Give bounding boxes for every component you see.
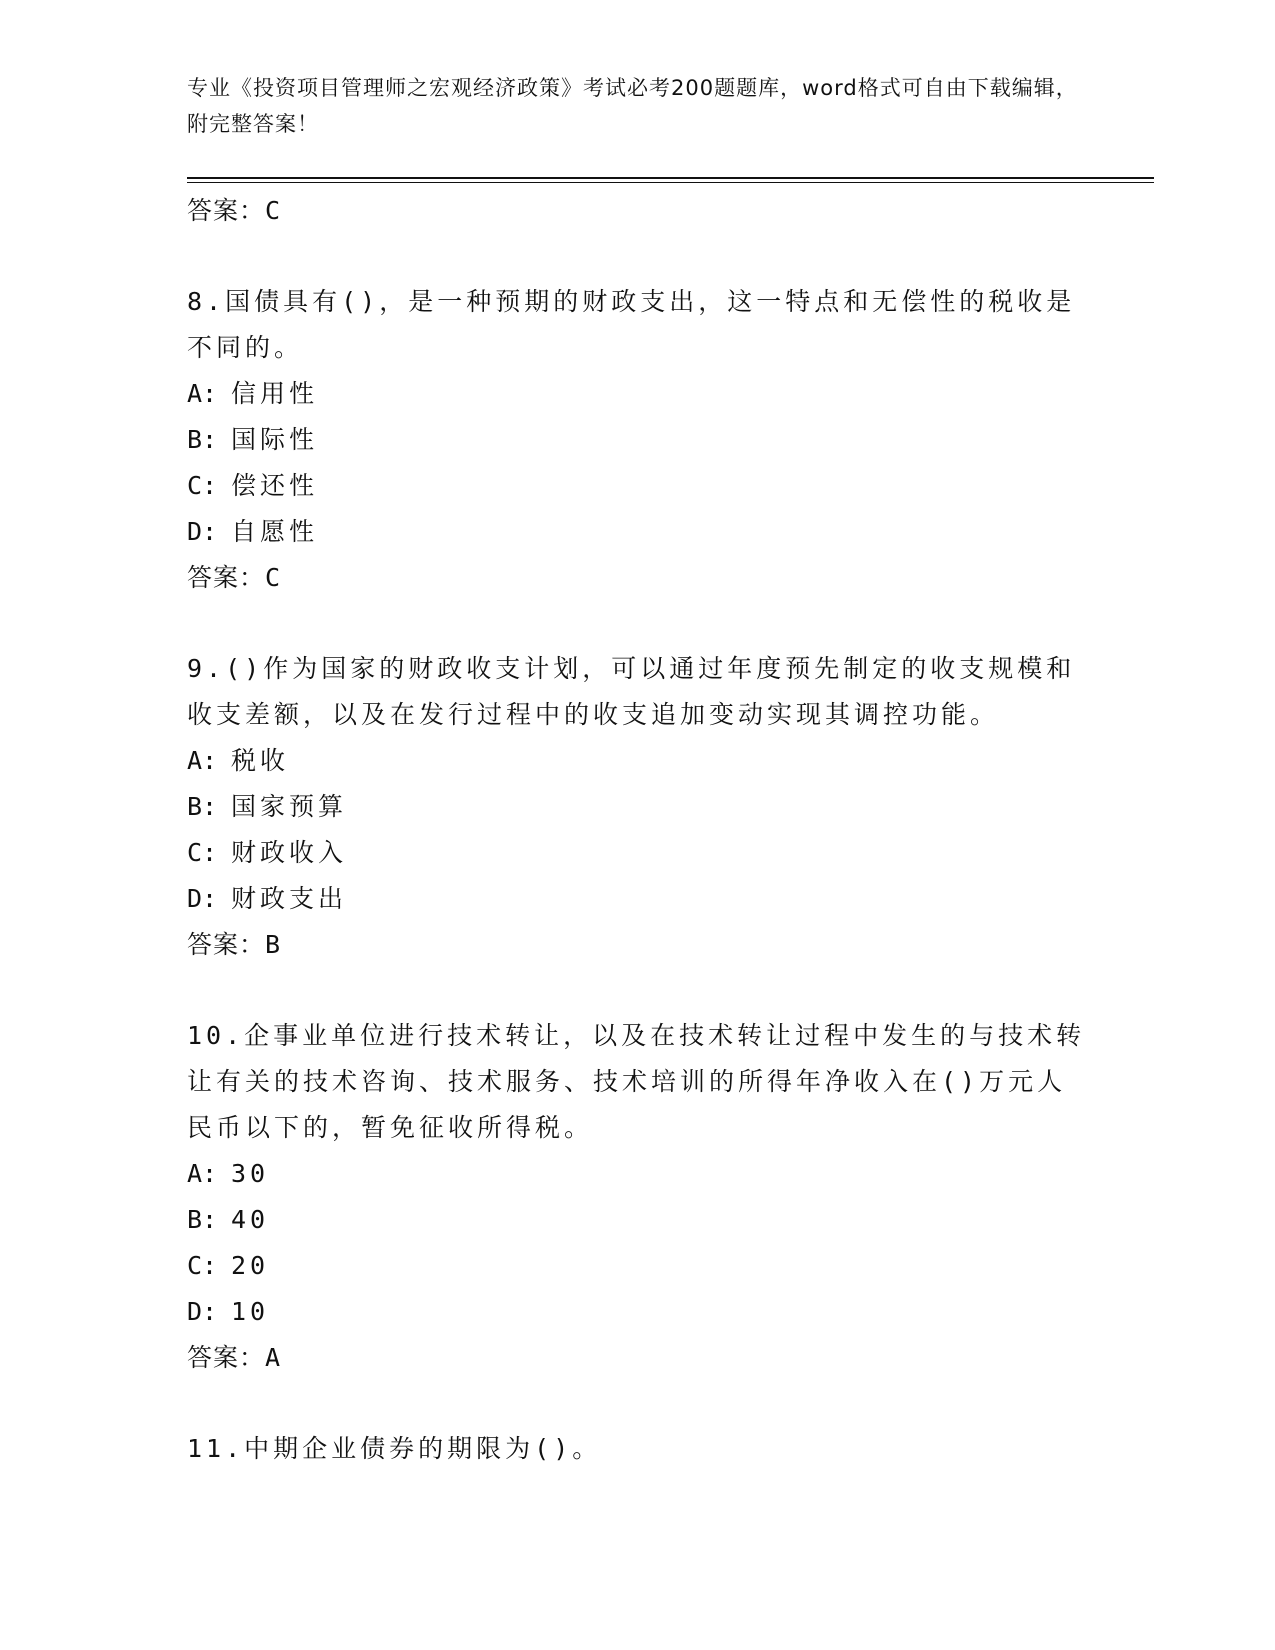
option-a (187, 1151, 1087, 1197)
option-key: A: (187, 746, 218, 775)
option-d (187, 1289, 1087, 1335)
spacer (187, 968, 1087, 1013)
question-stem: 11.中期企业债券的期限为()。 (187, 1434, 602, 1463)
option-b (187, 1197, 1087, 1243)
answer-line (187, 555, 1087, 601)
spacer (187, 1381, 1087, 1426)
option-key: A: (187, 1159, 218, 1188)
answer-label: 答案： (187, 563, 266, 592)
option-a (187, 371, 1087, 417)
option-a (187, 738, 1087, 784)
option-text: 国际性 (231, 425, 319, 454)
option-b (187, 784, 1087, 830)
option-text: 自愿性 (231, 517, 319, 546)
option-d (187, 509, 1087, 555)
option-c (187, 1243, 1087, 1289)
answer-value: C (265, 196, 282, 225)
option-text: 财政收入 (231, 838, 348, 867)
option-key: B: (187, 792, 218, 821)
answer-line (187, 188, 1087, 234)
question-stem: 9.()作为国家的财政收支计划，可以通过年度预先制定的收支规模和收支差额，以及在发行过程中的收支追加变动实现其调控功能。 (187, 654, 1076, 729)
question-block-10 (187, 1013, 1087, 1381)
spacer (187, 234, 1087, 279)
answer-value: A (265, 1343, 282, 1372)
option-key: B: (187, 425, 218, 454)
option-c (187, 830, 1087, 876)
option-c (187, 463, 1087, 509)
question-block-9 (187, 646, 1087, 968)
option-text: 10 (231, 1297, 270, 1326)
answer-label: 答案： (187, 196, 266, 225)
spacer (187, 601, 1087, 646)
question-stem: 8.国债具有()，是一种预期的财政支出，这一特点和无偿性的税收是不同的。 (187, 287, 1076, 362)
option-d (187, 876, 1087, 922)
option-key: C: (187, 471, 218, 500)
option-text: 20 (231, 1251, 270, 1280)
option-key: D: (187, 884, 218, 913)
question-block-11 (187, 1426, 1087, 1472)
answer-label: 答案： (187, 930, 266, 959)
answer-line (187, 922, 1087, 968)
document-header: 专业《投资项目管理师之宏观经济政策》考试必考200题题库，word格式可自由下载编辑，附完整答案！ (187, 76, 1078, 136)
option-b (187, 417, 1087, 463)
option-text: 财政支出 (231, 884, 348, 913)
answer-value: B (265, 930, 282, 959)
option-key: C: (187, 838, 218, 867)
option-key: A: (187, 379, 218, 408)
header-rule-thick (187, 177, 1154, 179)
option-text: 偿还性 (231, 471, 319, 500)
option-text: 税收 (231, 746, 290, 775)
question-list (187, 188, 1087, 1472)
option-key: B: (187, 1205, 218, 1234)
answer-label: 答案： (187, 1343, 266, 1372)
option-text: 30 (231, 1159, 270, 1188)
question-stem: 10.企事业单位进行技术转让，以及在技术转让过程中发生的与技术转让有关的技术咨询、技术服务、技术培训的所得年净收入在()万元人民币以下的，暂免征收所得税。 (187, 1021, 1086, 1142)
answer-line (187, 1335, 1087, 1381)
option-key: D: (187, 1297, 218, 1326)
answer-value: C (265, 563, 282, 592)
header-rule-thin (187, 182, 1154, 183)
option-key: D: (187, 517, 218, 546)
option-text: 信用性 (231, 379, 319, 408)
option-text: 40 (231, 1205, 270, 1234)
option-text: 国家预算 (231, 792, 348, 821)
question-block-8 (187, 279, 1087, 601)
option-key: C: (187, 1251, 218, 1280)
